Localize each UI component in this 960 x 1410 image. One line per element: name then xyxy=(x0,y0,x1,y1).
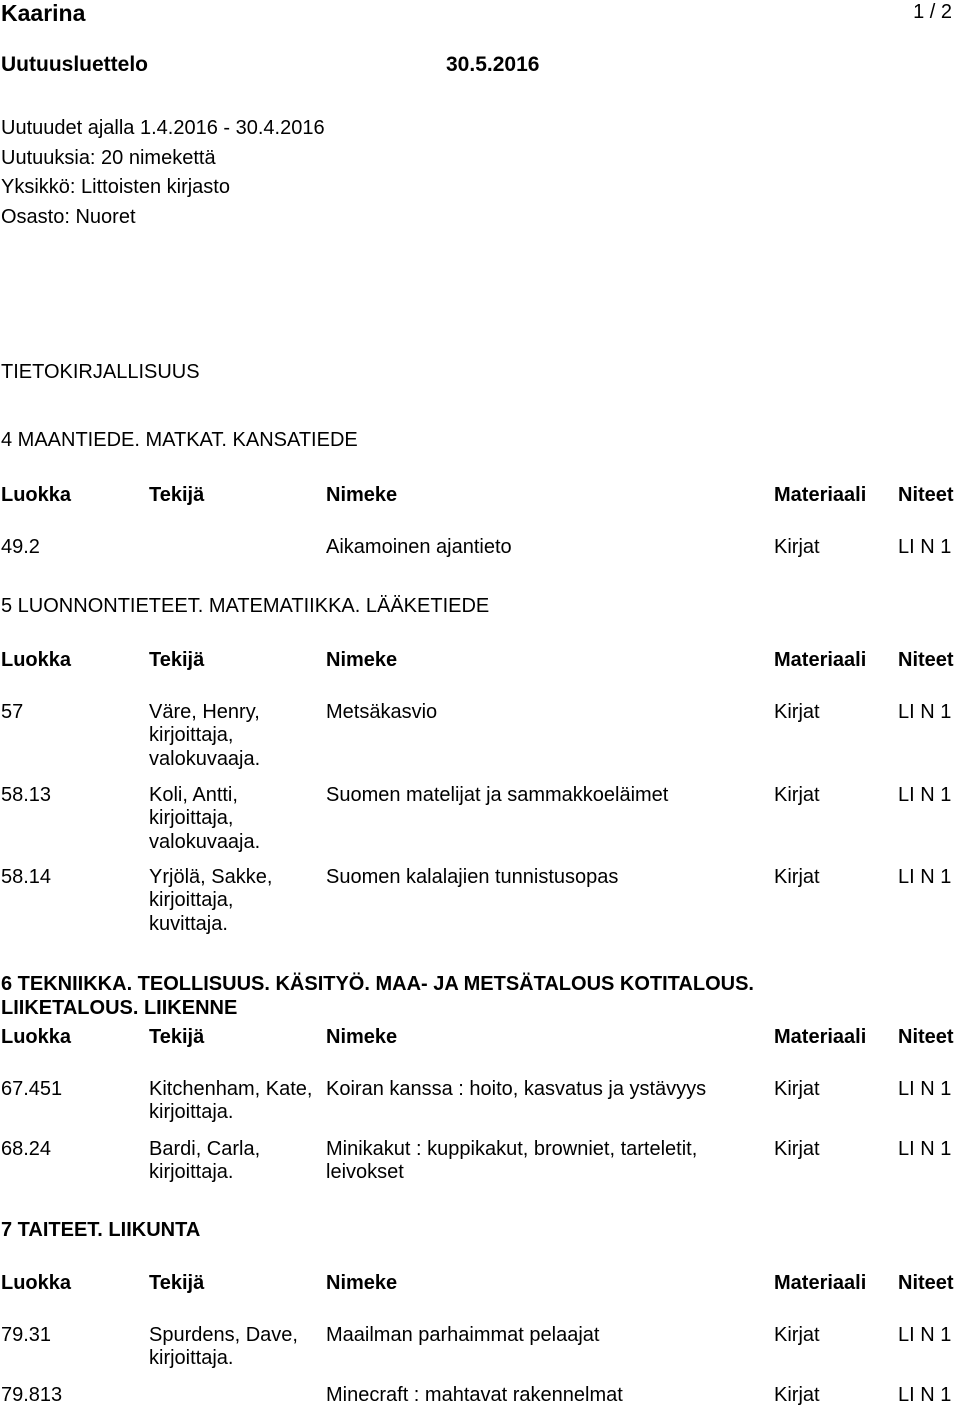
row-title: leivokset xyxy=(326,1161,404,1183)
column-header-copies: Niteet xyxy=(898,1026,954,1048)
column-header-title: Nimeke xyxy=(326,1026,398,1048)
column-header-author: Tekijä xyxy=(149,484,205,506)
row-class: 57 xyxy=(1,701,24,723)
title-count: Uutuuksia: 20 nimekettä xyxy=(1,147,216,169)
row-material: Kirjat xyxy=(774,1384,820,1406)
row-copies: LI N 1 xyxy=(898,1138,952,1160)
row-class: 49.2 xyxy=(1,536,40,558)
column-header-class: Luokka xyxy=(1,649,72,671)
row-copies: LI N 1 xyxy=(898,701,952,723)
unit-name: Yksikkö: Littoisten kirjasto xyxy=(1,176,230,198)
section-heading: 5 LUONNONTIETEET. MATEMATIIKKA. LÄÄKETIEDE xyxy=(1,595,490,617)
row-title: Minikakut : kuppikakut, browniet, tarteletit, xyxy=(326,1138,698,1160)
row-copies: LI N 1 xyxy=(898,866,952,888)
row-title: Aikamoinen ajantieto xyxy=(326,536,512,558)
column-header-class: Luokka xyxy=(1,1272,72,1294)
row-class: 68.24 xyxy=(1,1138,52,1160)
row-author: Kitchenham, Kate, xyxy=(149,1078,313,1100)
row-copies: LI N 1 xyxy=(898,784,952,806)
column-header-material: Materiaali xyxy=(774,484,867,506)
row-author: kirjoittaja. xyxy=(149,1347,234,1369)
column-header-title: Nimeke xyxy=(326,649,398,671)
row-class: 58.14 xyxy=(1,866,52,888)
row-copies: LI N 1 xyxy=(898,1324,952,1346)
row-author: kirjoittaja, xyxy=(149,889,234,911)
row-material: Kirjat xyxy=(774,1078,820,1100)
row-author: valokuvaaja. xyxy=(149,831,261,853)
row-author: kirjoittaja, xyxy=(149,807,234,829)
row-material: Kirjat xyxy=(774,1138,820,1160)
row-title: Metsäkasvio xyxy=(326,701,438,723)
row-material: Kirjat xyxy=(774,784,820,806)
section-heading: 7 TAITEET. LIIKUNTA xyxy=(1,1219,201,1241)
row-class: 67.451 xyxy=(1,1078,63,1100)
row-author: Bardi, Carla, xyxy=(149,1138,261,1160)
column-header-copies: Niteet xyxy=(898,484,954,506)
row-author: Koli, Antti, xyxy=(149,784,238,806)
date-range: Uutuudet ajalla 1.4.2016 - 30.4.2016 xyxy=(1,117,325,139)
column-header-copies: Niteet xyxy=(898,649,954,671)
row-title: Suomen matelijat ja sammakkoeläimet xyxy=(326,784,669,806)
row-title: Koiran kanssa : hoito, kasvatus ja ystävyys xyxy=(326,1078,707,1100)
column-header-material: Materiaali xyxy=(774,649,867,671)
category-heading: TIETOKIRJALLISUUS xyxy=(1,361,200,383)
column-header-class: Luokka xyxy=(1,1026,72,1048)
row-author: kirjoittaja. xyxy=(149,1101,234,1123)
column-header-material: Materiaali xyxy=(774,1026,867,1048)
column-header-copies: Niteet xyxy=(898,1272,954,1294)
section-heading-continued: LIIKETALOUS. LIIKENNE xyxy=(1,997,238,1019)
library-name: Kaarina xyxy=(1,0,86,26)
department-name: Osasto: Nuoret xyxy=(1,206,136,228)
section-heading: 4 MAANTIEDE. MATKAT. KANSATIEDE xyxy=(1,429,358,451)
row-class: 58.13 xyxy=(1,784,52,806)
row-author: Väre, Henry, xyxy=(149,701,260,723)
row-copies: LI N 1 xyxy=(898,536,952,558)
row-copies: LI N 1 xyxy=(898,1078,952,1100)
row-copies: LI N 1 xyxy=(898,1384,952,1406)
row-title: Minecraft : mahtavat rakennelmat xyxy=(326,1384,623,1406)
page-title: Uutuusluettelo xyxy=(1,53,148,76)
row-author: kuvittaja. xyxy=(149,913,228,935)
row-material: Kirjat xyxy=(774,536,820,558)
row-material: Kirjat xyxy=(774,701,820,723)
row-title: Maailman parhaimmat pelaajat xyxy=(326,1324,600,1346)
row-class: 79.31 xyxy=(1,1324,52,1346)
column-header-material: Materiaali xyxy=(774,1272,867,1294)
row-author: valokuvaaja. xyxy=(149,748,261,770)
report-date: 30.5.2016 xyxy=(446,53,540,76)
column-header-author: Tekijä xyxy=(149,1026,205,1048)
page-number: 1 / 2 xyxy=(913,1,952,23)
row-author: kirjoittaja. xyxy=(149,1161,234,1183)
row-author: Spurdens, Dave, xyxy=(149,1324,298,1346)
row-class: 79.813 xyxy=(1,1384,63,1406)
column-header-title: Nimeke xyxy=(326,484,398,506)
section-heading: 6 TEKNIIKKA. TEOLLISUUS. KÄSITYÖ. MAA- JA METSÄTALOUS KOTITALOUS. xyxy=(1,973,754,995)
row-author: kirjoittaja, xyxy=(149,724,234,746)
column-header-author: Tekijä xyxy=(149,1272,205,1294)
row-author: Yrjölä, Sakke, xyxy=(149,866,273,888)
row-material: Kirjat xyxy=(774,1324,820,1346)
column-header-author: Tekijä xyxy=(149,649,205,671)
row-title: Suomen kalalajien tunnistusopas xyxy=(326,866,619,888)
column-header-title: Nimeke xyxy=(326,1272,398,1294)
column-header-class: Luokka xyxy=(1,484,72,506)
row-material: Kirjat xyxy=(774,866,820,888)
